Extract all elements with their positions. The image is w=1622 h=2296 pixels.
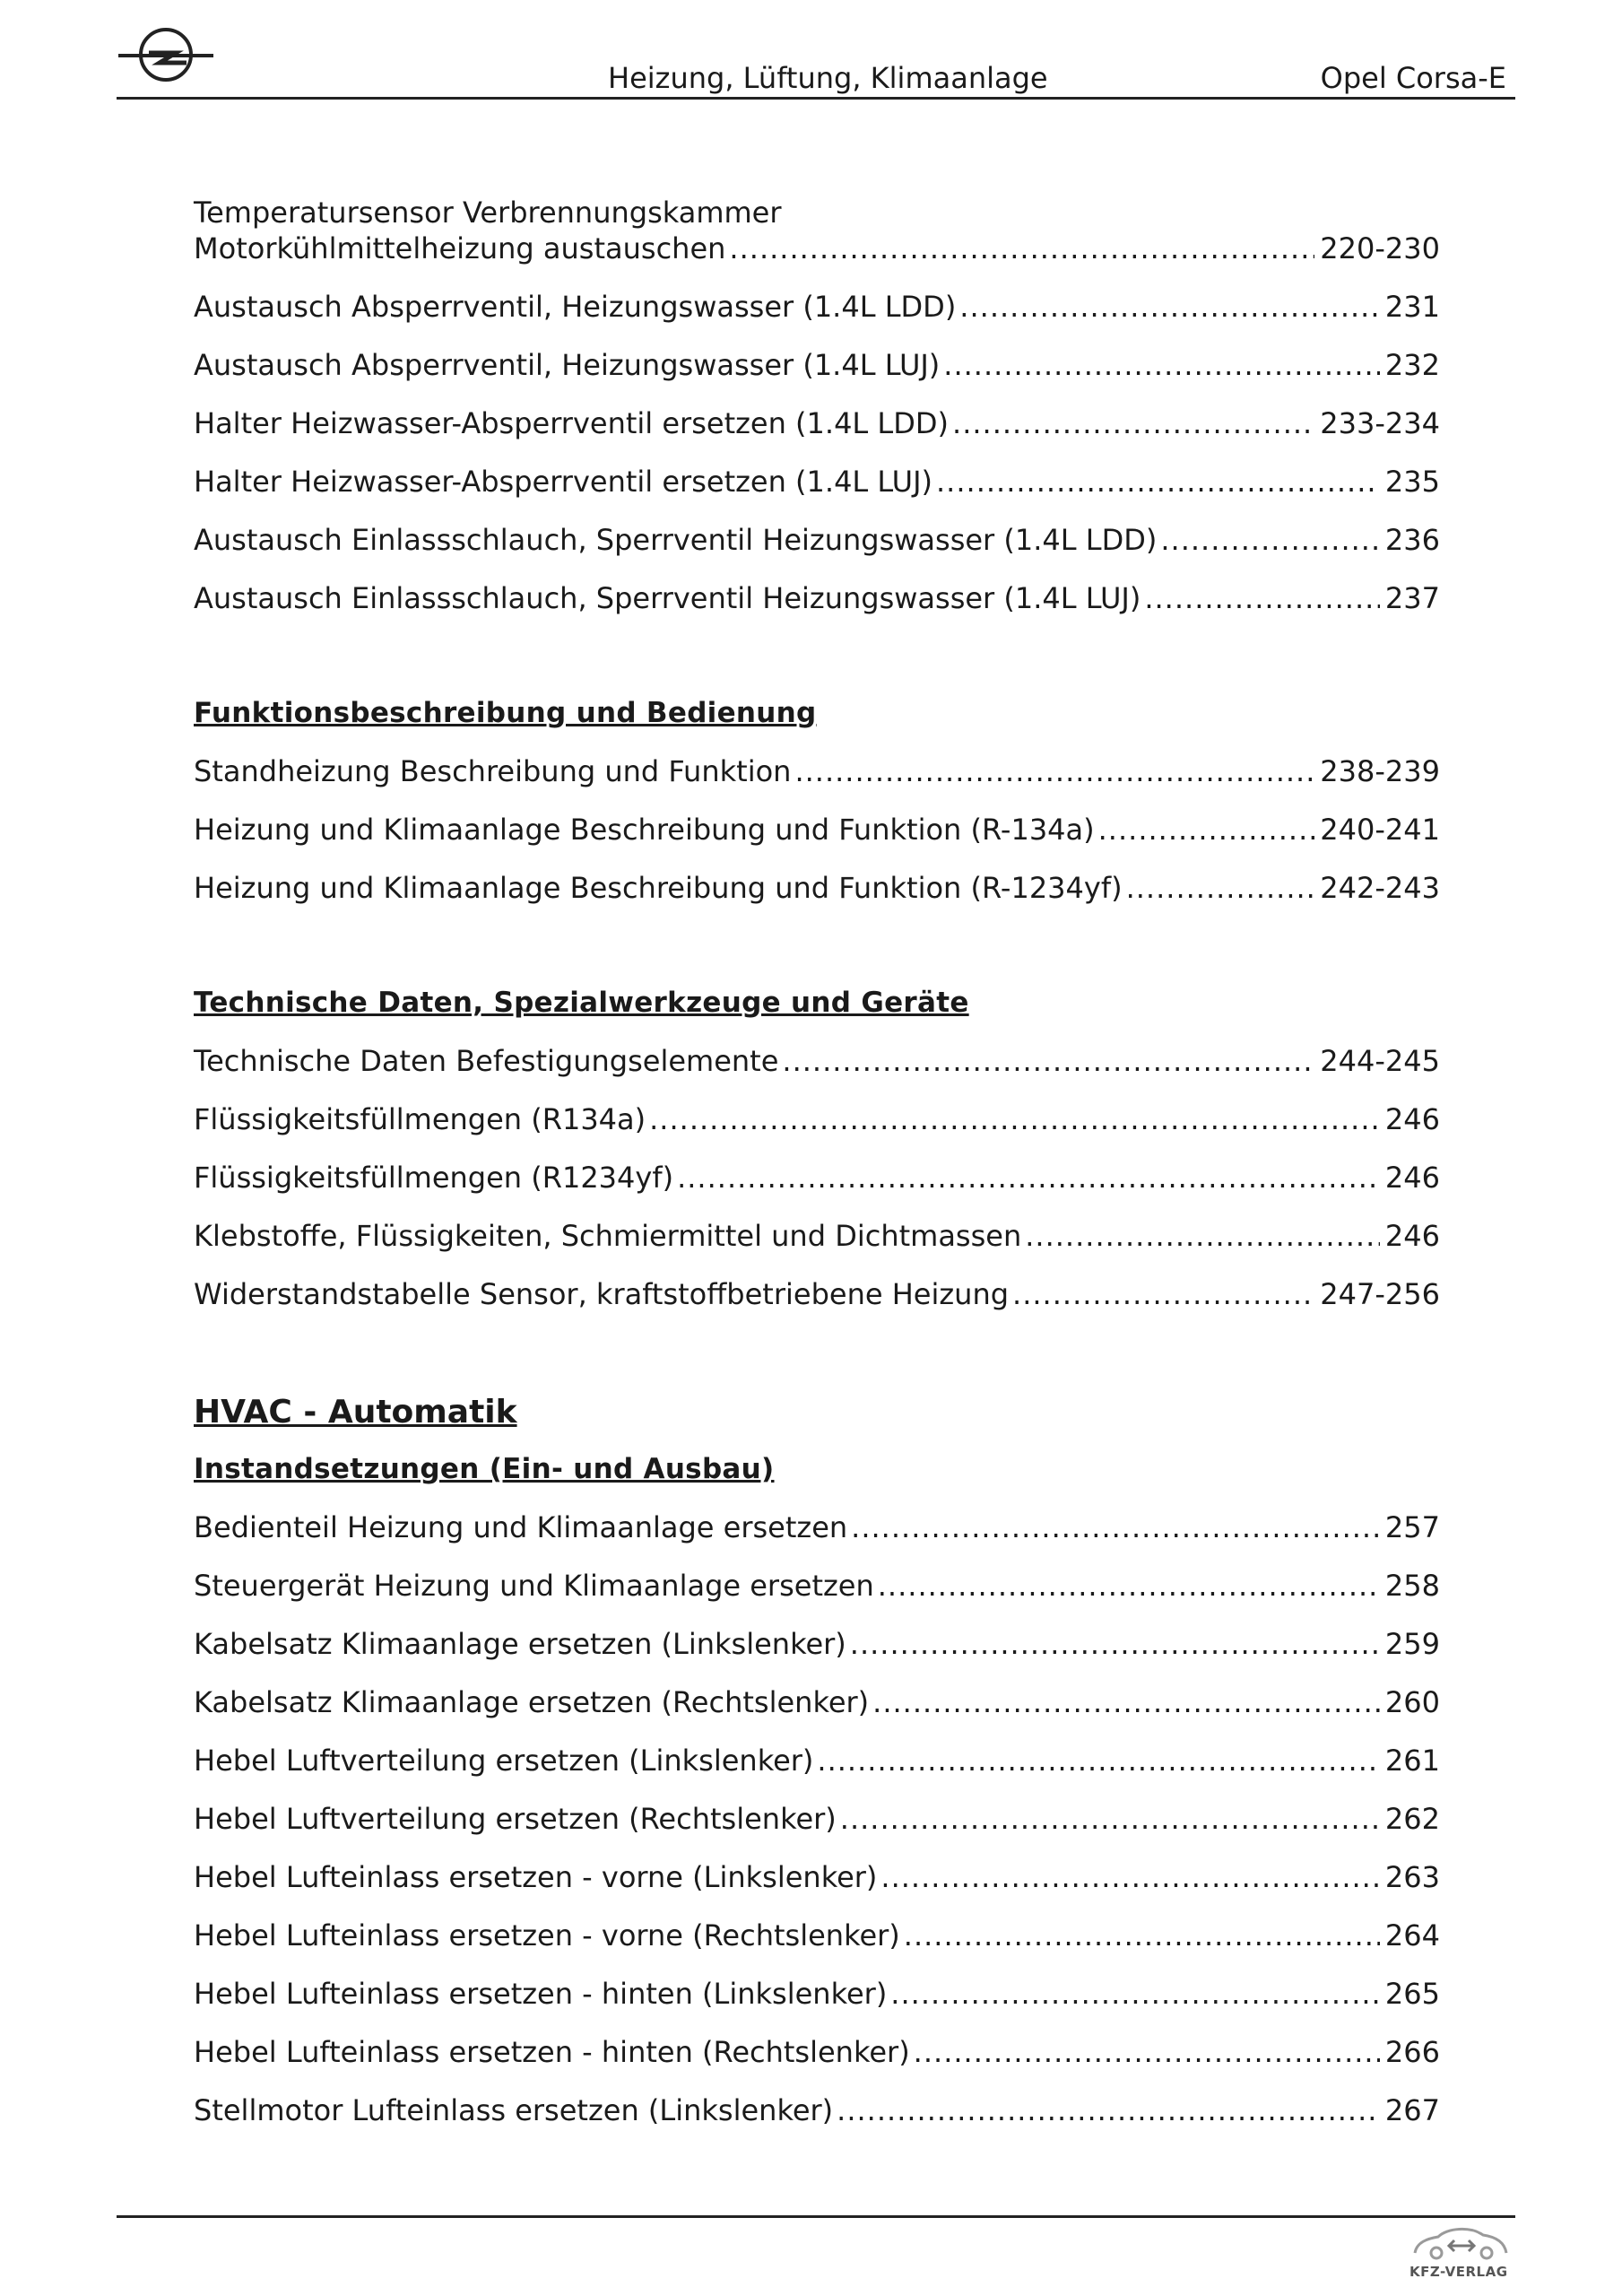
- opel-logo-icon: [117, 23, 215, 86]
- toc-entry-page: 240-241: [1320, 813, 1440, 847]
- toc-entry-label: Steuergerät Heizung und Klimaanlage ersetzen: [194, 1569, 874, 1603]
- toc-entry-page: 266: [1384, 2035, 1440, 2069]
- toc-entry-label: Klebstoffe, Flüssigkeiten, Schmiermittel und Dichtmassen: [194, 1219, 1022, 1253]
- toc-entry-label: Halter Heizwasser-Absperrventil ersetzen (1.4L LDD): [194, 406, 950, 440]
- toc-entry-label: Motorkühlmittelheizung austauschen: [194, 231, 726, 265]
- dot-leader: [1126, 869, 1315, 907]
- toc-entry[interactable]: [194, 1217, 1440, 1255]
- toc-entry-label: Flüssigkeitsfüllmengen (R1234yf): [194, 1161, 674, 1195]
- toc-entry-label: Kabelsatz Klimaanlage ersetzen (Linkslenker): [194, 1627, 846, 1661]
- dot-leader: [1144, 579, 1380, 617]
- dot-leader: [872, 1683, 1380, 1721]
- toc-entry-label: Bedienteil Heizung und Klimaanlage ersetzen: [194, 1510, 848, 1544]
- toc-entry-line1: Temperatursensor Verbrennungskammer: [194, 196, 782, 230]
- toc-entry-label: Widerstandstabelle Sensor, kraftstoffbetriebene Heizung: [194, 1277, 1010, 1311]
- dot-leader: [1160, 521, 1380, 559]
- toc-entry[interactable]: [194, 230, 1440, 267]
- toc-entry-page: 232: [1384, 348, 1440, 382]
- toc-entry[interactable]: [194, 2092, 1440, 2129]
- dot-leader: [878, 1567, 1380, 1605]
- toc-entry[interactable]: [194, 288, 1440, 326]
- toc-entry-page: 231: [1384, 290, 1440, 324]
- dot-leader: [677, 1159, 1380, 1196]
- toc-entry[interactable]: [194, 1042, 1440, 1080]
- toc-entry-page: 257: [1384, 1510, 1440, 1544]
- dot-leader: [1098, 811, 1315, 848]
- dot-leader: [782, 1042, 1314, 1080]
- toc-entry-label: Hebel Lufteinlass ersetzen - vorne (Rechtslenker): [194, 1918, 900, 1952]
- dot-leader: [840, 1800, 1380, 1838]
- dot-leader: [729, 230, 1314, 267]
- footer-brand: KFZ-VERLAG: [1409, 2264, 1508, 2280]
- dot-leader: [837, 2092, 1380, 2129]
- toc-entry[interactable]: [194, 1159, 1440, 1196]
- toc-entry[interactable]: [194, 404, 1440, 442]
- dot-leader: [1012, 1275, 1314, 1313]
- toc-entry-label: Hebel Luftverteilung ersetzen (Rechtslenker): [194, 1802, 837, 1836]
- toc-entry-label: Heizung und Klimaanlage Beschreibung und Funktion (R-1234yf): [194, 871, 1123, 905]
- toc-entry-label: Hebel Lufteinlass ersetzen - hinten (Linkslenker): [194, 1977, 888, 2011]
- toc-entry[interactable]: [194, 1100, 1440, 1138]
- toc-entry[interactable]: [194, 1625, 1440, 1663]
- toc-entry[interactable]: [194, 346, 1440, 384]
- chapter-title: HVAC - Automatik: [194, 1394, 517, 1431]
- dot-leader: [904, 1917, 1380, 1954]
- toc-entry-label: Hebel Lufteinlass ersetzen - hinten (Rechtslenker): [194, 2035, 910, 2069]
- toc-entry-page: 236: [1384, 523, 1440, 557]
- toc-entry-label: Austausch Absperrventil, Heizungswasser (1.4L LUJ): [194, 348, 941, 382]
- toc-entry-page: 261: [1384, 1744, 1440, 1778]
- toc-entry[interactable]: [194, 579, 1440, 617]
- section-spacer: [194, 1334, 1440, 1393]
- header-title: Heizung, Lüftung, Klimaanlage: [608, 61, 1048, 95]
- toc-entry-label: Standheizung Beschreibung und Funktion: [194, 754, 792, 788]
- toc-entry[interactable]: [194, 1567, 1440, 1605]
- dot-leader: [817, 1742, 1380, 1779]
- header-divider: [117, 97, 1515, 100]
- section-heading-technische-daten: Technische Daten, Spezialwerkzeuge und Geräte: [194, 987, 969, 1019]
- toc-entry-label: Hebel Luftverteilung ersetzen (Linkslenker): [194, 1744, 814, 1778]
- toc-entry[interactable]: [194, 463, 1440, 500]
- toc-entry-page: 238-239: [1320, 754, 1440, 788]
- toc-entry-page: 259: [1384, 1627, 1440, 1661]
- dot-leader: [649, 1100, 1380, 1138]
- section-spacer: [194, 638, 1440, 694]
- toc-entry-page: 235: [1384, 465, 1440, 499]
- dot-leader: [794, 752, 1314, 790]
- toc-entry-label: Austausch Einlassschlauch, Sperrventil Heizungswasser (1.4L LDD): [194, 523, 1158, 557]
- section-spacer: [194, 927, 1440, 984]
- kfz-verlag-car-icon: [1408, 2222, 1515, 2262]
- toc-entry-page: 246: [1384, 1219, 1440, 1253]
- toc-entry-page: 263: [1384, 1860, 1440, 1894]
- toc-entry-page: 262: [1384, 1802, 1440, 1836]
- table-of-contents: [194, 194, 1440, 2150]
- toc-entry[interactable]: [194, 1858, 1440, 1896]
- toc-entry[interactable]: [194, 521, 1440, 559]
- toc-entry[interactable]: [194, 2033, 1440, 2071]
- toc-entry-page: 233-234: [1320, 406, 1440, 440]
- toc-entry-page: 246: [1384, 1102, 1440, 1136]
- toc-entry-page: 247-256: [1320, 1277, 1440, 1311]
- toc-entry-page: 258: [1384, 1569, 1440, 1603]
- toc-entry[interactable]: [194, 1800, 1440, 1838]
- toc-entry-page: 237: [1384, 581, 1440, 615]
- toc-entry-label: Kabelsatz Klimaanlage ersetzen (Rechtslenker): [194, 1685, 870, 1719]
- dot-leader: [850, 1625, 1380, 1663]
- toc-entry[interactable]: [194, 1683, 1440, 1721]
- toc-entry-page: 264: [1384, 1918, 1440, 1952]
- toc-entry-label: Flüssigkeitsfüllmengen (R134a): [194, 1102, 646, 1136]
- toc-entry-label: Austausch Einlassschlauch, Sperrventil Heizungswasser (1.4L LUJ): [194, 581, 1141, 615]
- toc-entry-label: Technische Daten Befestigungselemente: [194, 1044, 779, 1078]
- toc-entry[interactable]: [194, 752, 1440, 790]
- toc-entry[interactable]: [194, 1275, 1440, 1313]
- toc-entry-label: Hebel Lufteinlass ersetzen - vorne (Linkslenker): [194, 1860, 878, 1894]
- dot-leader: [959, 288, 1380, 326]
- dot-leader: [1025, 1217, 1380, 1255]
- section-heading-instandsetzungen: Instandsetzungen (Ein- und Ausbau): [194, 1453, 775, 1485]
- toc-entry-label: Heizung und Klimaanlage Beschreibung und Funktion (R-134a): [194, 813, 1095, 847]
- toc-entry[interactable]: [194, 1742, 1440, 1779]
- toc-entry[interactable]: [194, 1975, 1440, 2013]
- dot-leader: [943, 346, 1380, 384]
- dot-leader: [890, 1975, 1380, 2013]
- toc-entry[interactable]: [194, 1509, 1440, 1546]
- toc-entry[interactable]: [194, 869, 1440, 907]
- page-header: [117, 16, 1515, 97]
- toc-entry-page: 260: [1384, 1685, 1440, 1719]
- footer-divider: [117, 2215, 1515, 2218]
- toc-entry-page: 246: [1384, 1161, 1440, 1195]
- toc-entry-label: Stellmotor Lufteinlass ersetzen (Linkslenker): [194, 2093, 834, 2127]
- dot-leader: [851, 1509, 1380, 1546]
- toc-entry[interactable]: [194, 1917, 1440, 1954]
- header-model: Opel Corsa-E: [1320, 61, 1506, 95]
- toc-entry-page: 265: [1384, 1977, 1440, 2011]
- toc-entry-page: 267: [1384, 2093, 1440, 2127]
- dot-leader: [914, 2033, 1380, 2071]
- toc-entry[interactable]: [194, 811, 1440, 848]
- dot-leader: [952, 404, 1314, 442]
- dot-leader: [880, 1858, 1380, 1896]
- toc-entry-label: Austausch Absperrventil, Heizungswasser (1.4L LDD): [194, 290, 957, 324]
- toc-entry-label: Halter Heizwasser-Absperrventil ersetzen (1.4L LUJ): [194, 465, 932, 499]
- toc-entry-page: 242-243: [1320, 871, 1440, 905]
- section-heading-funktion: Funktionsbeschreibung und Bedienung: [194, 697, 817, 729]
- toc-entry-page: 220-230: [1320, 231, 1440, 265]
- dot-leader: [936, 463, 1380, 500]
- toc-entry-page: 244-245: [1320, 1044, 1440, 1078]
